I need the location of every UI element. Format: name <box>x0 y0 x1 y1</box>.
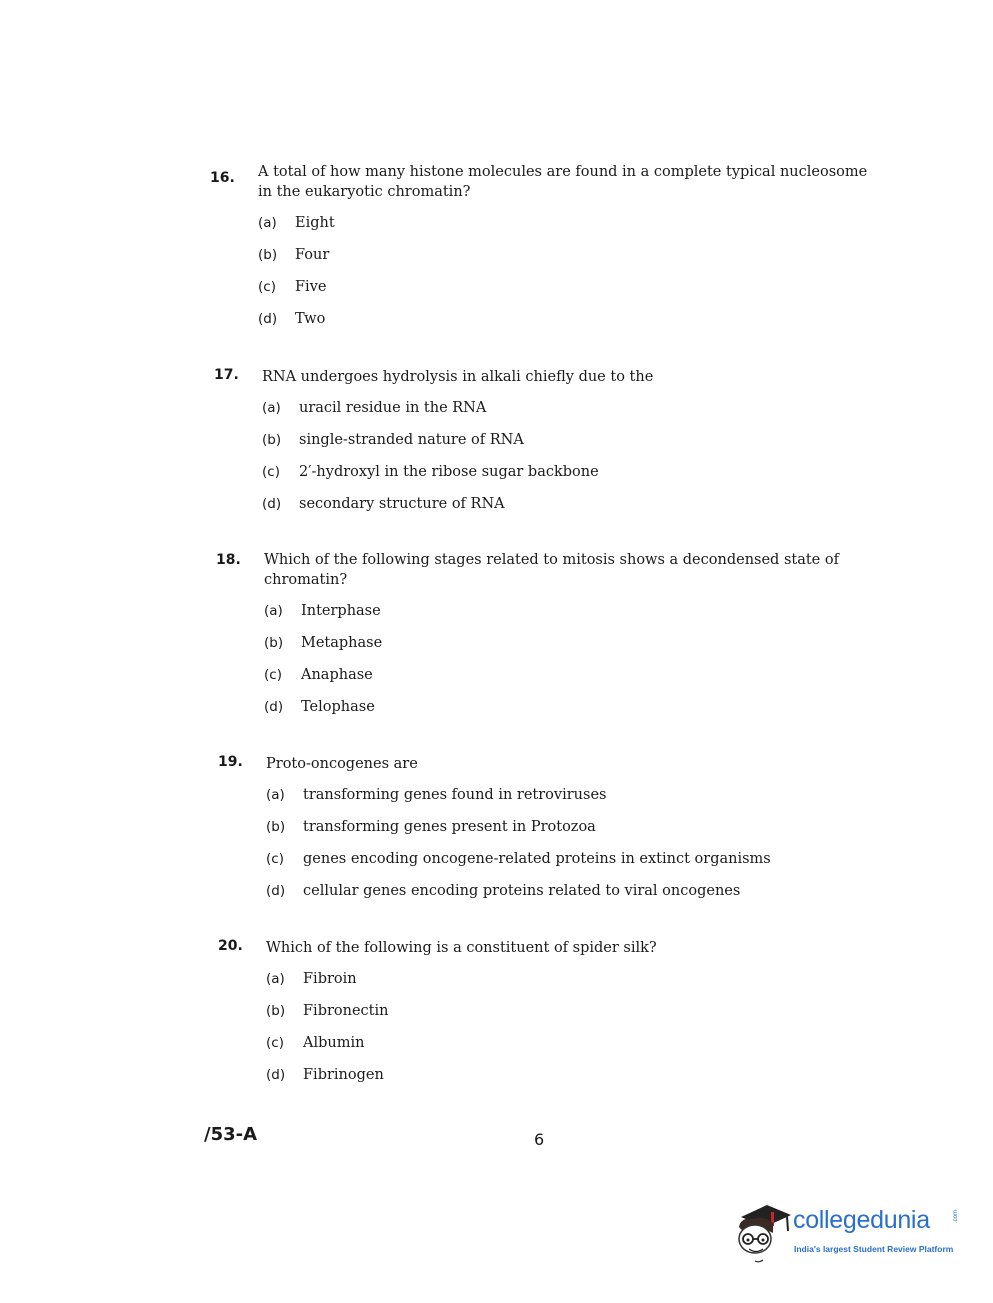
options-list <box>258 213 880 341</box>
options-list <box>266 785 888 913</box>
question-16 <box>210 162 880 341</box>
question-text: A total of how many histone molecules are found in a complete typical nucleosome in the eukaryotic chromatin? <box>258 164 868 200</box>
option-b <box>266 817 888 849</box>
option-d <box>258 309 880 341</box>
question-number: 19. <box>218 754 243 770</box>
option-label: (b) <box>264 635 284 651</box>
option-a <box>258 213 880 245</box>
option-label: (b) <box>266 1003 286 1019</box>
option-label: (a) <box>262 400 281 416</box>
option-label: (c) <box>262 464 280 480</box>
option-text: Eight <box>295 215 335 231</box>
option-text: transforming genes found in retroviruses <box>303 787 607 803</box>
option-label: (c) <box>266 851 284 867</box>
option-label: (d) <box>264 699 284 715</box>
option-label: (a) <box>264 603 283 619</box>
options-list <box>264 601 886 729</box>
option-c <box>266 849 888 881</box>
question-number: 16. <box>210 170 235 186</box>
option-a <box>264 601 886 633</box>
option-text: Interphase <box>301 603 381 619</box>
option-d <box>266 1065 888 1097</box>
option-text: genes encoding oncogene-related proteins in extinct organisms <box>303 851 771 867</box>
option-a <box>266 969 888 1001</box>
option-label: (a) <box>258 215 277 231</box>
options-list <box>266 969 888 1097</box>
question-text: RNA undergoes hydrolysis in alkali chiefly due to the <box>262 369 654 385</box>
option-c <box>266 1033 888 1065</box>
brand-logo <box>733 1197 963 1267</box>
question-text: Which of the following is a constituent of spider silk? <box>266 940 657 956</box>
question-20 <box>218 938 888 1097</box>
option-label: (d) <box>266 1067 286 1083</box>
option-label: (d) <box>258 311 278 327</box>
option-text: Fibroin <box>303 971 357 987</box>
option-d <box>266 881 888 913</box>
question-number: 18. <box>216 552 241 568</box>
option-label: (d) <box>262 496 282 512</box>
brand-name: collegedunia <box>793 1206 930 1234</box>
option-label: (b) <box>262 432 282 448</box>
option-label: (d) <box>266 883 286 899</box>
question-17 <box>214 367 884 526</box>
option-a <box>266 785 888 817</box>
option-d <box>262 494 884 526</box>
option-b <box>266 1001 888 1033</box>
option-text: Fibrinogen <box>303 1067 384 1083</box>
paper-code: /53-A <box>204 1124 258 1145</box>
option-text: Two <box>295 311 326 327</box>
option-text: Four <box>295 247 330 263</box>
option-b <box>262 430 884 462</box>
option-label: (b) <box>258 247 278 263</box>
question-18 <box>216 550 886 729</box>
option-text: Fibronectin <box>303 1003 389 1019</box>
option-text: Metaphase <box>301 635 383 651</box>
option-text: 2′-hydroxyl in the ribose sugar backbone <box>299 464 599 480</box>
brand-tagline: India's largest Student Review Platform <box>794 1244 954 1254</box>
question-number: 20. <box>218 938 243 954</box>
option-label: (a) <box>266 971 285 987</box>
option-label: (c) <box>258 279 276 295</box>
option-text: secondary structure of RNA <box>299 496 505 512</box>
option-label: (c) <box>266 1035 284 1051</box>
option-label: (a) <box>266 787 285 803</box>
option-label: (b) <box>266 819 286 835</box>
page-number: 6 <box>534 1130 545 1149</box>
option-c <box>258 277 880 309</box>
option-text: cellular genes encoding proteins related to viral oncogenes <box>303 883 741 899</box>
question-19 <box>218 754 888 913</box>
option-text: Telophase <box>301 699 375 715</box>
option-label: (c) <box>264 667 282 683</box>
option-text: uracil residue in the RNA <box>299 400 487 416</box>
question-text: Which of the following stages related to mitosis shows a decondensed state of chromatin? <box>264 552 839 588</box>
brand-domain-suffix: .com <box>953 1209 959 1223</box>
option-text: Five <box>295 279 327 295</box>
option-text: Anaphase <box>301 667 373 683</box>
question-number: 17. <box>214 367 239 383</box>
option-text: single-stranded nature of RNA <box>299 432 524 448</box>
options-list <box>262 398 884 526</box>
option-text: transforming genes present in Protozoa <box>303 819 596 835</box>
option-b <box>264 633 886 665</box>
option-d <box>264 697 886 729</box>
option-a <box>262 398 884 430</box>
option-b <box>258 245 880 277</box>
option-c <box>262 462 884 494</box>
option-text: Albumin <box>303 1035 365 1051</box>
mascot-icon <box>733 1197 795 1267</box>
question-text: Proto-oncogenes are <box>266 756 418 772</box>
option-c <box>264 665 886 697</box>
